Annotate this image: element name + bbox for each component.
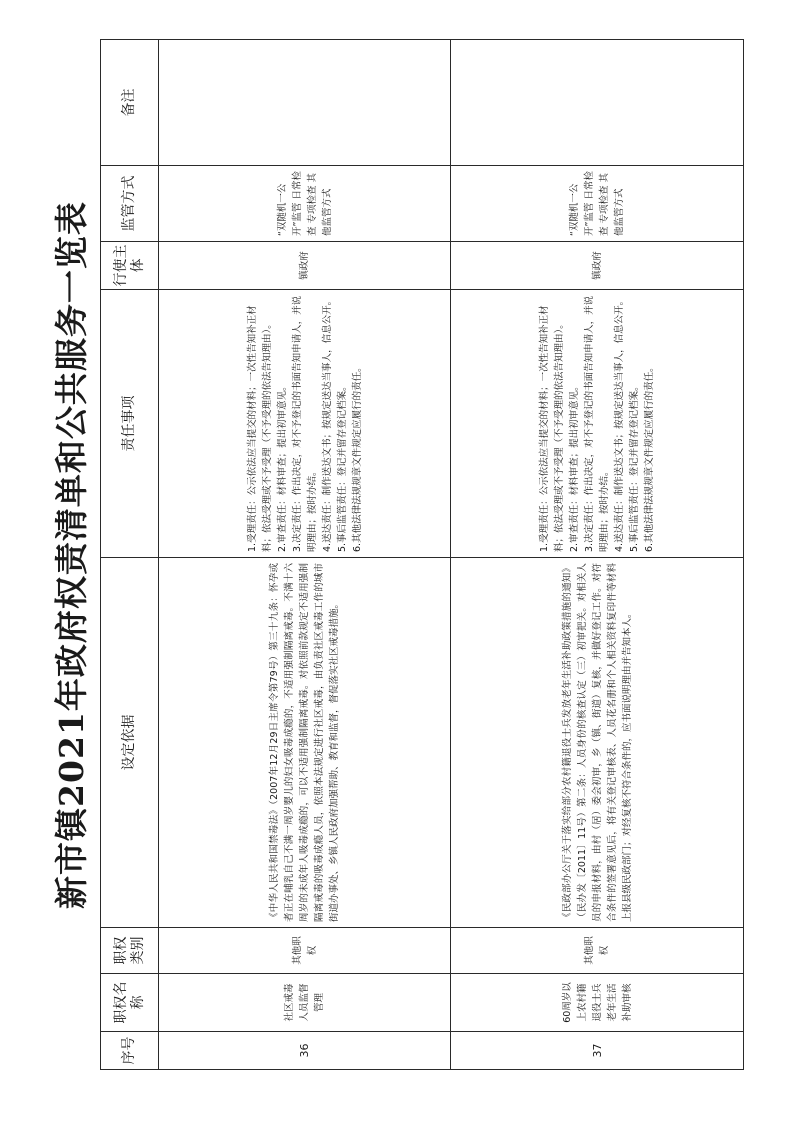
- header-name: 职权名称: [101, 974, 159, 1032]
- header-category: 职权类别: [101, 928, 159, 974]
- row-name: 社区戒毒人员监督管理: [159, 974, 451, 1032]
- row-subject: 镇政府: [451, 242, 744, 290]
- duty-item: 4.送达责任：制作送达文书；按规定送达当事人，信息公开。: [321, 295, 333, 552]
- row-duties: [159, 290, 451, 558]
- header-seq: 序号: [101, 1032, 159, 1070]
- row-remarks: [451, 40, 744, 166]
- duty-item: 5.事后监管责任：登记并留存登记档案。: [629, 381, 640, 552]
- header-remarks: 备注: [101, 40, 159, 166]
- power-list-table: [100, 39, 744, 1070]
- duty-item: 1.受理责任：公示依法应当提交的材料；一次性告知补正材料；依法受理或不予受理（不予受理的依法告知理由）。: [539, 305, 565, 552]
- row-remarks: [159, 40, 451, 166]
- table-row: [451, 40, 744, 1070]
- header-duties: 责任事项: [101, 290, 159, 558]
- header-basis: 设定依据: [101, 558, 159, 928]
- row-category: 其他职权: [451, 928, 744, 974]
- duty-item: 3.决定责任：作出决定，对不予登记的书面告知申请人，并说明理由；按时办结。: [291, 295, 318, 552]
- duty-item: 2.审查责任：材料审查；提出初审意见。: [569, 381, 580, 552]
- row-category: 其他职权: [159, 928, 451, 974]
- table-header-row: [101, 40, 159, 1070]
- duty-item: 6.其他法律法规规章文件规定应履行的责任。: [644, 362, 655, 552]
- row-basis: 《中华人民共和国禁毒法》（2007年12月29日主席令第79号）第三十九条：怀孕或者正在哺乳自己不满一周岁婴儿的妇女吸毒成瘾的，不适用强制隔离戒毒。不满十六周岁的未成年人吸毒成瘾的，可以不适用强制隔离戒毒。对依照前款规定不适用强制隔离戒毒的吸毒成瘾人员，依照本法规定进行社区戒毒，由负责社区戒毒工作的城市街道办事处、乡镇人民政府加强帮助、教育和监督，督促落实社区戒毒措施。: [159, 558, 451, 928]
- header-subject: 行使主体: [101, 242, 159, 290]
- duty-item: 4.送达责任：制作送达文书；按规定送达当事人，信息公开。: [614, 295, 625, 552]
- duty-item: 1.受理责任：公示依法应当提交的材料；一次性告知补正材料；依法受理或不予受理（不予受理的依法告知理由）。: [246, 305, 273, 552]
- duty-item: 3.决定责任：作出决定，对不予登记的书面告知申请人，并说明理由；按时办结。: [584, 295, 610, 552]
- duty-item: 2.审查责任：材料审查；提出初审意见。: [276, 381, 288, 552]
- row-supervision: “双随机一公开”监管 日常检查 专项检查 其他监管方式: [451, 166, 744, 242]
- row-name: 60周岁以上农村籍退役士兵老年生活补助审核: [451, 974, 744, 1032]
- row-duties: [451, 290, 744, 558]
- duty-item: 6.其他法律法规规章文件规定应履行的责任。: [351, 362, 363, 552]
- header-supervision: 监管方式: [101, 166, 159, 242]
- row-subject: 镇政府: [159, 242, 451, 290]
- page-title: 新市镇2021年政府权责清单和公共服务一览表: [52, 201, 91, 909]
- row-seq: 37: [451, 1032, 744, 1070]
- table-row: [159, 40, 451, 1070]
- row-seq: 36: [159, 1032, 451, 1070]
- row-supervision: “双随机一公开”监管 日常检查 专项检查 其他监管方式: [159, 166, 451, 242]
- duty-item: 5.事后监管责任：登记并留存登记档案。: [336, 381, 348, 552]
- row-basis: 《民政部办公厅关于落实给部分农村籍退役士兵发放老年生活补助政策措施的通知》（民办发〔2011〕11号）第二条：人员身份的核查认定（三）初审把关。对相关人员的申报材料，由村（居）委会初审，乡（镇、街道）复核，并做好登记工作。对符合条件的签署意见后，将有关登记审核表、人员花名册和个人相关资料复印件等材料上报县级民政部门；对经复核不符合条件的，应书面说明理由并告知本人。: [451, 558, 744, 928]
